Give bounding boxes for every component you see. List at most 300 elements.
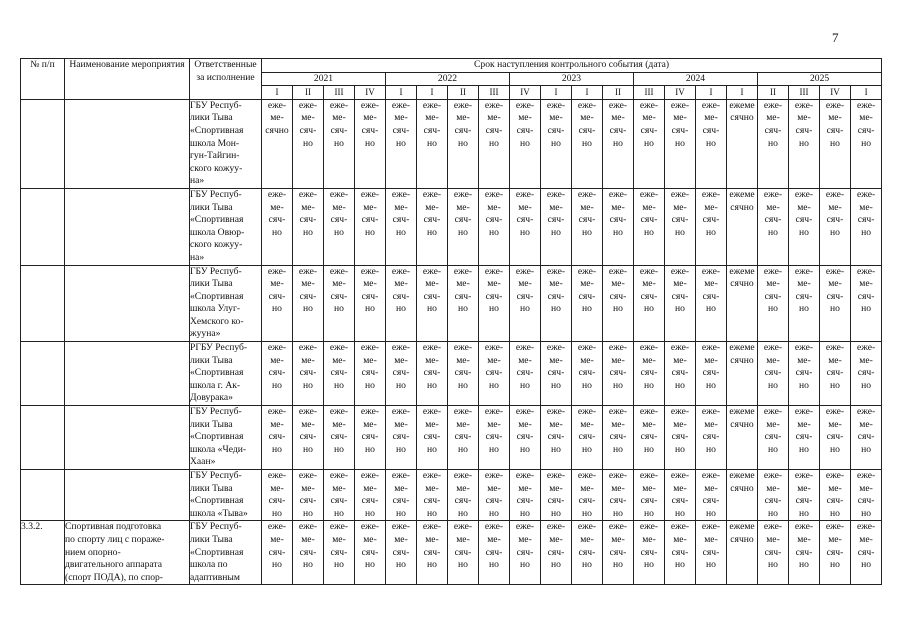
deadline-cell-line: сяч-	[826, 290, 844, 302]
responsible-org-line: «Спортивная	[190, 546, 244, 558]
deadline-cell-line: сяч-	[671, 214, 689, 226]
deadline-cell-line: еже-	[453, 470, 473, 481]
deadline-cell-line: еже-	[608, 521, 628, 533]
responsible-org-line: на»	[190, 251, 205, 263]
deadline-cell-line: но	[582, 559, 592, 571]
deadline-cell-line: сяч-	[795, 124, 813, 136]
deadline-cell	[386, 470, 417, 521]
deadline-cell-line: сяч-	[609, 495, 627, 507]
responsible-org-line: на»	[190, 175, 205, 187]
deadline-cell-line: сяч-	[671, 546, 689, 558]
deadline-cell-line: сяч-	[268, 367, 286, 379]
deadline-cell-line: ме-	[828, 278, 842, 290]
deadline-cell-line: еже-	[577, 521, 597, 533]
responsible-org-line: школа Овюр-	[190, 226, 245, 238]
deadline-cell-line: еже-	[484, 406, 504, 418]
deadline-cell-line: еже-	[329, 99, 349, 111]
deadline-cell-line: но	[644, 137, 654, 149]
deadline-cell-line: еже-	[484, 99, 504, 111]
deadline-cell-line: но	[799, 303, 809, 315]
deadline-cell-line: но	[706, 507, 716, 519]
deadline-cell-line: но	[551, 559, 561, 571]
deadline-cell-line: ежеме	[729, 406, 755, 418]
deadline-cell-line: но	[427, 379, 437, 391]
header-quarter: III	[634, 86, 665, 100]
deadline-cell-line: еже-	[701, 265, 721, 277]
header-year: 2022	[386, 72, 510, 86]
deadline-cell-line: но	[675, 507, 685, 519]
deadline-cell-line: еже-	[825, 265, 845, 277]
deadline-cell-line: еже-	[453, 521, 473, 533]
header-quarter: I	[417, 86, 448, 100]
deadline-cell-line: еже-	[794, 470, 814, 481]
deadline-cell-line: еже-	[577, 406, 597, 418]
deadline-cell-line: ме-	[518, 112, 532, 124]
deadline-cell	[324, 342, 355, 406]
deadline-cell-line: еже-	[515, 342, 535, 354]
deadline-cell-line: сяч-	[361, 124, 379, 136]
deadline-cell	[386, 99, 417, 188]
deadline-cell	[789, 470, 820, 521]
row-number	[21, 470, 65, 521]
deadline-cell-line: ме-	[456, 112, 470, 124]
deadline-cell-line: но	[675, 559, 685, 571]
deadline-cell-line: сяч-	[330, 495, 348, 507]
responsible-org-line: ГБУ Респуб-	[190, 521, 242, 533]
deadline-cell-line: еже-	[701, 521, 721, 533]
responsible-org-line: Довурака»	[190, 392, 233, 404]
deadline-cell	[634, 470, 665, 521]
deadline-cell	[789, 265, 820, 342]
deadline-cell-line: ме-	[766, 354, 780, 366]
deadline-cell-line: сяч-	[547, 290, 565, 302]
deadline-cell-line: еже-	[422, 342, 442, 354]
deadline-cell-line: но	[861, 303, 872, 315]
deadline-cell	[324, 470, 355, 521]
responsible-org	[190, 470, 262, 521]
deadline-cell-line: еже-	[515, 521, 535, 533]
deadline-cell-line: еже-	[546, 342, 566, 354]
deadline-cell	[696, 406, 727, 470]
deadline-cell-line: ме-	[425, 533, 439, 545]
deadline-cell-line: но	[365, 303, 375, 315]
deadline-cell-line: сяч-	[485, 290, 503, 302]
deadline-cell-line: ме-	[270, 533, 284, 545]
deadline-cell-line: сяч-	[702, 367, 720, 379]
deadline-cell-line: еже-	[577, 99, 597, 111]
deadline-cell	[479, 342, 510, 406]
responsible-org	[190, 265, 262, 342]
deadline-cell	[665, 99, 696, 188]
deadline-cell	[572, 265, 603, 342]
deadline-cell-line: сячно	[730, 112, 754, 124]
deadline-cell-line: но	[489, 507, 499, 519]
deadline-cell-line: сяч-	[826, 546, 844, 558]
deadline-cell	[386, 342, 417, 406]
deadline-cell	[696, 342, 727, 406]
deadline-cell-line: ме-	[859, 354, 873, 366]
deadline-cell-line: но	[520, 137, 530, 149]
deadline-cell	[851, 265, 882, 342]
deadline-cell-line: еже-	[298, 99, 318, 111]
deadline-cell-line: ме-	[332, 112, 346, 124]
deadline-cell-line: но	[706, 303, 716, 315]
deadline-cell-line: но	[799, 507, 809, 519]
deadline-cell-line: ме-	[766, 533, 780, 545]
deadline-cell-line: но	[396, 443, 406, 455]
deadline-cell-line: ме-	[456, 354, 470, 366]
deadline-cell-line: еже-	[391, 470, 411, 481]
deadline-cell-line: ме-	[270, 201, 284, 213]
header-quarter: I	[727, 86, 758, 100]
deadline-cell-line: сяч-	[361, 367, 379, 379]
deadline-cell-line: но	[272, 379, 282, 391]
deadline-cell-line: ме-	[704, 278, 718, 290]
deadline-cell-line: сяч-	[516, 495, 534, 507]
header-num: № п/п	[21, 59, 65, 100]
deadline-cell-line: но	[706, 379, 716, 391]
deadline-cell	[510, 188, 541, 265]
deadline-cell-line: еже-	[856, 188, 876, 200]
deadline-cell	[696, 265, 727, 342]
deadline-cell-line: но	[458, 559, 468, 571]
responsible-org-line: гун-Тайгин-	[190, 150, 240, 162]
table-row	[21, 406, 882, 470]
deadline-cell-line: ме-	[394, 418, 408, 430]
responsible-org-line: ГБУ Респуб-	[190, 406, 242, 418]
deadline-cell-line: но	[613, 379, 623, 391]
deadline-cell-line: ме-	[704, 354, 718, 366]
header-quarter: I	[572, 86, 603, 100]
deadline-cell	[851, 521, 882, 585]
responsible-org-line: адаптивным	[190, 571, 240, 583]
deadline-cell-line: еже-	[763, 99, 783, 111]
deadline-cell	[572, 342, 603, 406]
deadline-cell	[479, 406, 510, 470]
responsible-org-line: лики Тыва	[190, 533, 233, 545]
deadline-cell	[448, 521, 479, 585]
deadline-cell-line: сяч-	[299, 290, 317, 302]
deadline-cell-line: ме-	[456, 418, 470, 430]
deadline-cell-line: еже-	[298, 521, 318, 533]
responsible-org-line: ГБУ Респуб-	[190, 470, 242, 481]
deadline-cell-line: но	[427, 559, 437, 571]
deadline-cell-line: еже-	[763, 342, 783, 354]
deadline-cell-line: сяч-	[392, 495, 410, 507]
header-quarter: II	[603, 86, 634, 100]
deadline-cell	[789, 406, 820, 470]
deadline-cell-line: еже-	[670, 265, 690, 277]
deadline-cell-line: сяч-	[268, 214, 286, 226]
deadline-cell-line: ме-	[797, 482, 811, 494]
deadline-cell-line: ме-	[518, 482, 532, 494]
deadline-cell	[293, 342, 324, 406]
deadline-cell-line: еже-	[484, 342, 504, 354]
deadline-cell-line: ме-	[456, 533, 470, 545]
deadline-cell-line: сяч-	[857, 546, 875, 558]
deadline-cell-line: еже-	[484, 470, 504, 481]
deadline-cell-line: ежеме	[729, 99, 755, 111]
activity-name	[65, 342, 190, 406]
deadline-cell-line: ме-	[301, 418, 315, 430]
deadline-cell-line: но	[520, 507, 530, 519]
deadline-cell-line: ежеме	[729, 470, 755, 481]
deadline-cell-line: сяч-	[640, 546, 658, 558]
activity-name	[65, 265, 190, 342]
deadline-cell	[572, 406, 603, 470]
deadline-cell-line: ме-	[859, 533, 873, 545]
deadline-cell	[851, 188, 882, 265]
responsible-org-line: ГБУ Респуб-	[190, 99, 242, 111]
deadline-cell-line: ме-	[673, 354, 687, 366]
deadline-cell-line: ме-	[797, 201, 811, 213]
deadline-cell-line: но	[582, 443, 592, 455]
deadline-cell-line: еже-	[701, 470, 721, 481]
deadline-cell-line: ме-	[549, 278, 563, 290]
deadline-cell-line: ме-	[425, 482, 439, 494]
deadline-cell-line: еже-	[546, 521, 566, 533]
deadline-cell-line: но	[675, 226, 685, 238]
deadline-cell-line: сяч-	[516, 214, 534, 226]
deadline-cell	[820, 188, 851, 265]
deadline-cell	[293, 406, 324, 470]
deadline-cell-line: сяч-	[485, 367, 503, 379]
deadline-cell-line: сяч-	[702, 214, 720, 226]
deadline-cell	[727, 406, 758, 470]
deadline-cell-line: еже-	[670, 470, 690, 481]
deadline-cell-line: еже-	[298, 188, 318, 200]
deadline-cell-line: но	[768, 137, 778, 149]
deadline-cell	[355, 99, 386, 188]
deadline-cell-line: но	[799, 443, 809, 455]
deadline-cell-line: ме-	[704, 201, 718, 213]
responsible-org-line: ГБУ Респуб-	[190, 188, 242, 200]
deadline-cell-line: но	[830, 379, 840, 391]
deadline-cell-line: ме-	[611, 533, 625, 545]
deadline-cell-line: еже-	[453, 99, 473, 111]
deadline-cell-line: но	[396, 559, 406, 571]
deadline-cell-line: ме-	[642, 533, 656, 545]
deadline-cell-line: еже-	[329, 342, 349, 354]
deadline-cell-line: еже-	[670, 342, 690, 354]
deadline-cell	[448, 265, 479, 342]
deadline-cell	[789, 99, 820, 188]
deadline-cell-line: но	[861, 443, 872, 455]
header-year: 2021	[262, 72, 386, 86]
deadline-cell-line: сяч-	[454, 495, 472, 507]
responsible-org-line: лики Тыва	[190, 482, 233, 494]
deadline-cell-line: но	[520, 226, 530, 238]
deadline-cell-line: еже-	[422, 470, 442, 481]
deadline-cell-line: но	[334, 137, 344, 149]
deadline-cell-line: еже-	[825, 99, 845, 111]
deadline-cell	[851, 342, 882, 406]
deadline-cell-line: ме-	[580, 278, 594, 290]
deadline-cell-line: сяч-	[330, 124, 348, 136]
deadline-cell	[262, 470, 293, 521]
deadline-cell-line: сячно	[730, 418, 754, 430]
deadline-cell-line: ме-	[518, 201, 532, 213]
responsible-org-line: «Спортивная	[190, 495, 244, 507]
deadline-cell	[479, 521, 510, 585]
deadline-cell-line: но	[272, 303, 282, 315]
deadline-cell-line: ме-	[549, 201, 563, 213]
deadline-cell-line: сяч-	[671, 495, 689, 507]
deadline-cell-line: сяч-	[795, 546, 813, 558]
responsible-org-line: «Спортивная	[190, 124, 244, 136]
deadline-cell-line: еже-	[422, 406, 442, 418]
deadline-cell-line: ме-	[487, 112, 501, 124]
deadline-cell-line: ежеме	[729, 265, 755, 277]
deadline-cell-line: но	[489, 379, 499, 391]
deadline-cell-line: еже-	[267, 406, 287, 418]
deadline-cell-line: но	[551, 379, 561, 391]
deadline-cell-line: сяч-	[299, 546, 317, 558]
deadline-cell-line: ме-	[642, 482, 656, 494]
deadline-cell-line: но	[613, 507, 623, 519]
deadline-cell-line: но	[551, 137, 561, 149]
deadline-cell-line: но	[830, 443, 840, 455]
deadline-cell-line: сяч-	[702, 495, 720, 507]
deadline-cell	[355, 342, 386, 406]
header-quarter: IV	[665, 86, 696, 100]
deadline-cell-line: еже-	[670, 99, 690, 111]
row-number	[21, 265, 65, 342]
deadline-cell-line: но	[551, 303, 561, 315]
deadline-cell-line: ме-	[859, 278, 873, 290]
deadline-cell	[696, 521, 727, 585]
deadline-cell-line: ме-	[611, 112, 625, 124]
deadline-cell-line: ме-	[332, 533, 346, 545]
deadline-cell-line: ме-	[301, 354, 315, 366]
deadline-cell-line: еже-	[608, 188, 628, 200]
deadline-cell	[417, 406, 448, 470]
responsible-org	[190, 188, 262, 265]
deadline-cell-line: но	[365, 443, 375, 455]
deadline-cell	[665, 470, 696, 521]
deadline-cell	[634, 521, 665, 585]
deadline-cell	[510, 265, 541, 342]
deadline-cell-line: но	[799, 226, 809, 238]
deadline-cell-line: сячно	[730, 533, 754, 545]
deadline-cell-line: но	[272, 559, 282, 571]
deadline-cell-line: еже-	[422, 521, 442, 533]
deadline-cell	[479, 470, 510, 521]
deadline-cell	[541, 521, 572, 585]
deadline-cell	[293, 521, 324, 585]
responsible-org-line: школа Мон-	[190, 137, 240, 149]
deadline-cell-line: еже-	[267, 342, 287, 354]
table-row	[21, 470, 882, 521]
deadline-cell	[324, 406, 355, 470]
deadline-cell	[634, 265, 665, 342]
deadline-cell	[510, 521, 541, 585]
deadline-cell-line: ме-	[301, 533, 315, 545]
row-number	[21, 188, 65, 265]
deadline-cell	[417, 342, 448, 406]
deadline-cell	[758, 342, 789, 406]
deadline-cell	[572, 99, 603, 188]
deadline-cell	[665, 406, 696, 470]
deadline-cell	[541, 99, 572, 188]
deadline-cell-line: сяч-	[671, 367, 689, 379]
deadline-cell-line: еже-	[360, 99, 380, 111]
deadline-cell-line: еже-	[267, 265, 287, 277]
activity-name	[65, 521, 190, 585]
deadline-cell-line: еже-	[608, 342, 628, 354]
deadline-cell-line: сяч-	[609, 431, 627, 443]
deadline-cell-line: сяч-	[547, 367, 565, 379]
deadline-cell-line: еже-	[856, 99, 876, 111]
deadline-cell-line: но	[551, 507, 561, 519]
deadline-cell-line: сяч-	[299, 214, 317, 226]
deadline-cell-line: сяч-	[609, 290, 627, 302]
deadline-cell-line: еже-	[639, 470, 659, 481]
table-row	[21, 99, 882, 188]
deadline-cell-line: сяч-	[454, 367, 472, 379]
deadline-cell-line: сяч-	[392, 367, 410, 379]
deadline-cell-line: ме-	[363, 354, 377, 366]
deadline-cell-line: ме-	[828, 201, 842, 213]
deadline-cell-line: сяч-	[516, 546, 534, 558]
deadline-cell	[324, 265, 355, 342]
deadline-cell-line: еже-	[298, 470, 318, 481]
table-body	[21, 99, 882, 585]
deadline-cell	[448, 470, 479, 521]
deadline-cell	[479, 265, 510, 342]
header-quarter: III	[324, 86, 355, 100]
deadline-cell-line: еже-	[577, 188, 597, 200]
deadline-cell	[510, 470, 541, 521]
responsible-org	[190, 521, 262, 585]
header-quarter: IV	[355, 86, 386, 100]
deadline-cell	[262, 521, 293, 585]
deadline-cell-line: ме-	[704, 418, 718, 430]
header-name: Наименование мероприятия	[65, 59, 190, 100]
deadline-cell-line: ме-	[797, 533, 811, 545]
deadline-cell-line: ме-	[828, 482, 842, 494]
deadline-cell-line: но	[799, 137, 809, 149]
activity-name	[65, 188, 190, 265]
deadline-cell-line: но	[520, 559, 530, 571]
deadline-cell-line: сяч-	[578, 124, 596, 136]
responsible-org-line: лики Тыва	[190, 112, 233, 124]
deadline-cell-line: но	[582, 137, 592, 149]
deadline-cell-line: но	[520, 443, 530, 455]
deadline-cell-line: ме-	[332, 482, 346, 494]
deadline-cell-line: сяч-	[423, 124, 441, 136]
deadline-cell-line: сяч-	[826, 431, 844, 443]
deadline-cell-line: сяч-	[578, 431, 596, 443]
deadline-cell-line: ме-	[549, 112, 563, 124]
deadline-cell-line: ме-	[859, 112, 873, 124]
deadline-cell-line: ме-	[363, 201, 377, 213]
deadline-cell-line: ме-	[859, 482, 873, 494]
deadline-cell-line: сяч-	[454, 290, 472, 302]
deadline-cell-line: еже-	[329, 521, 349, 533]
deadline-cell-line: сяч-	[826, 367, 844, 379]
deadline-cell-line: сяч-	[578, 214, 596, 226]
deadline-cell-line: но	[365, 559, 375, 571]
deadline-cell	[696, 470, 727, 521]
deadline-cell	[603, 521, 634, 585]
deadline-cell-line: ме-	[797, 418, 811, 430]
deadline-cell-line: еже-	[701, 342, 721, 354]
deadline-cell-line: сяч-	[330, 290, 348, 302]
deadline-cell-line: еже-	[267, 99, 287, 111]
deadline-cell-line: еже-	[391, 521, 411, 533]
deadline-cell	[510, 342, 541, 406]
